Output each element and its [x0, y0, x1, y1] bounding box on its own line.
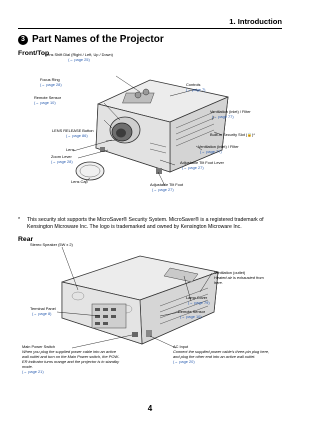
- label-remote-sensor-front: Remote Sensor (→ page 10): [34, 95, 62, 105]
- label-ventilation-inlet-filter-right: Ventilation (inlet) / Filter (→ page 77): [210, 109, 251, 119]
- section-number-badge: 3: [18, 35, 28, 45]
- label-lens: Lens: [66, 147, 75, 152]
- label-lens-release-button: LENS RELEASE Button (→ page 86): [52, 128, 94, 138]
- lens-cap-image: [76, 162, 104, 180]
- label-ventilation-inlet-filter-front: Ventilation (inlet) / Filter (→ page 77): [198, 144, 239, 154]
- label-controls: Controls (→ page 7): [186, 82, 206, 92]
- label-lamp-cover: Lamp Cover (→ page 79): [186, 295, 210, 305]
- label-stereo-speaker: Stereo Speaker (5W x 2): [30, 242, 73, 247]
- label-focus-ring: Focus Ring (→ page 28): [40, 77, 62, 87]
- section-header: 1. Introduction: [229, 17, 282, 26]
- label-remote-sensor-rear: Remote Sensor (→ page 10): [178, 309, 206, 319]
- page-number: 4: [147, 404, 153, 413]
- security-footnote: * This security slot supports the MicroSaver® Security System. MicroSaver® is a registered trademark of Kensington Microware Inc. The logo is trademarked and owned by Kensington Microware Inc.: [18, 217, 264, 230]
- label-adjustable-tilt-foot: Adjustable Tilt Foot (→ page 27): [150, 182, 184, 192]
- label-security-slot: Built-in Security Slot (🔒)*: [210, 132, 255, 137]
- label-lens-shift-dial: Lens Shift Dial (Right / Left, Up / Down) (→ page 25): [45, 52, 113, 62]
- front-top-heading: Front/Top: [18, 50, 50, 57]
- label-main-power-switch: Main Power Switch When you plug the supplied power cable into an active wall outlet and turn on the Main Power switch, the POW- ER indicator turns orange and the projector is in standby mode. (→ page 21): [22, 344, 120, 374]
- label-ac-input: AC Input Connect the supplied power cable's three-pin plug here, and plug the other end into an active wall outlet. (→ page 20): [173, 344, 270, 364]
- label-terminal-panel: Terminal Panel (→ page 8): [30, 306, 56, 316]
- rear-heading: Rear: [18, 236, 34, 243]
- label-lens-cap: Lens Cap: [71, 179, 88, 184]
- page-title-text: Part Names of the Projector: [32, 34, 164, 45]
- label-adjustable-tilt-foot-lever: Adjustable Tilt Foot Lever (→ page 27): [180, 160, 224, 170]
- label-zoom-lever: Zoom Lever (→ page 28): [51, 154, 73, 164]
- label-ventilation-outlet: Ventilation (outlet) Heated air is exhausted from here.: [214, 270, 264, 285]
